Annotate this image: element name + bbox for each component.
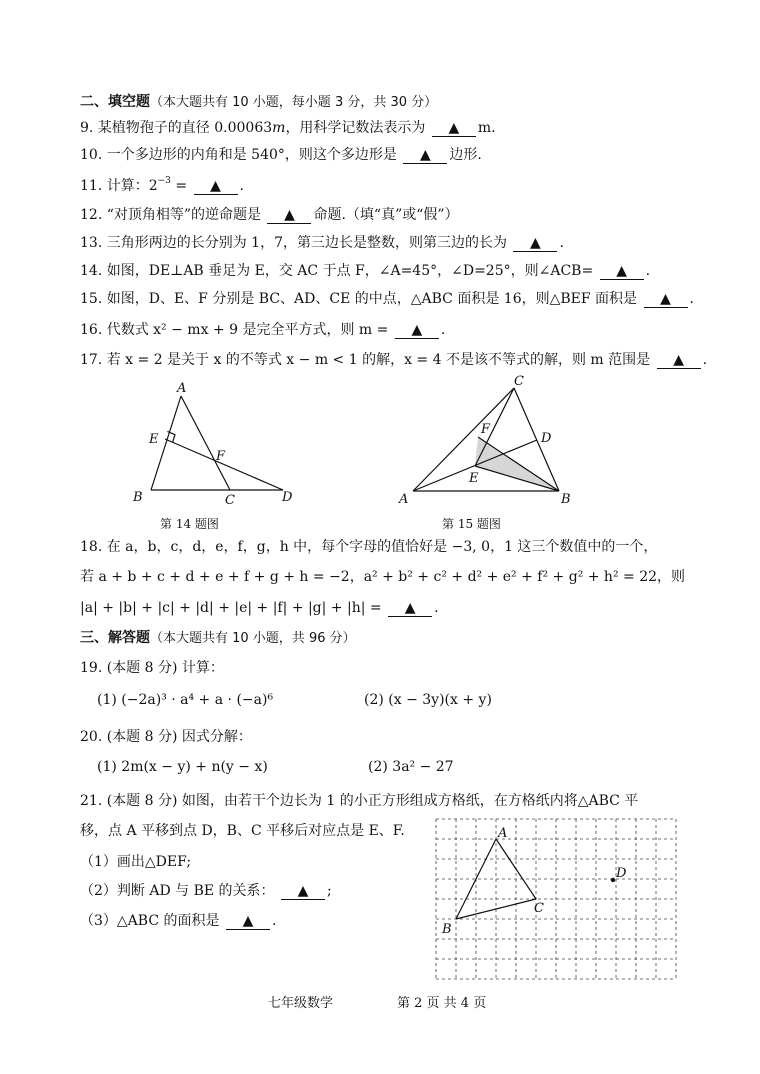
answer-blank: ▲ <box>644 292 688 308</box>
fig15-caption: 第 15 题图 <box>442 517 501 531</box>
q21-part3-end: . <box>271 913 277 929</box>
question-12 <box>80 205 459 225</box>
section-2-header <box>80 92 437 113</box>
fig21-label-b: B <box>442 922 452 937</box>
segment-ac <box>181 396 230 490</box>
section-3-header <box>80 628 356 649</box>
question-10 <box>80 145 482 165</box>
q9-text: 9. 某植物孢子的直径 0.00063 <box>80 120 273 136</box>
q18-expression: |a| + |b| + |c| + |d| + |e| + |f| + |g| + |h| = <box>80 600 382 616</box>
fig14-label-b: B <box>133 490 143 505</box>
q11-end: . <box>239 178 244 194</box>
q21-part3-text: （3）△ABC 的面积是 <box>80 913 220 929</box>
fig14-label-f: F <box>216 449 226 464</box>
question-21-line1: 21. (本题 8 分) 如图，由若干个边长为 1 的小正方形组成方格纸，在方格纸内将△ABC 平 <box>80 793 639 809</box>
segment-ac <box>413 388 514 491</box>
figure-21-grid <box>436 819 676 979</box>
section-2-note: （本大题共有 10 小题，每小题 3 分，共 30 分） <box>150 95 438 110</box>
q17-text: 17. 若 x = 2 是关于 x 的不等式 x − m < 1 的解，x = 4 不是该不等式的解，则 m 范围是 <box>80 352 651 368</box>
fig15-label-c: C <box>514 374 524 389</box>
q10-end: 边形. <box>449 147 482 163</box>
q21-part2-text: （2）判断 AD 与 BE 的关系： <box>80 883 275 899</box>
fig15-label-d: D <box>541 431 552 446</box>
q11-exponent: −3 <box>157 176 171 186</box>
answer-blank: ▲ <box>267 208 311 224</box>
q14-end: . <box>645 263 651 279</box>
q9-text2: ，用科学记数法表示为 <box>285 120 426 136</box>
q21-part1: （1）画出△DEF; <box>80 854 192 870</box>
answer-blank: ▲ <box>600 264 644 280</box>
answer-blank: ▲ <box>194 179 238 195</box>
question-15 <box>80 289 694 309</box>
question-14 <box>80 261 650 281</box>
fig14-label-e: E <box>149 432 159 447</box>
answer-blank: ▲ <box>281 884 325 900</box>
question-18-line1: 18. 在 a，b，c，d，e，f，g，h 中，每个字母的值恰好是 −3, 0，1 这三个数值中的一个， <box>80 539 658 555</box>
q19-part2: (2) (x − 3y)(x + y) <box>364 692 492 708</box>
q20-part2: (2) 3a² − 27 <box>368 759 454 775</box>
section-2-title: 二、填空题 <box>80 94 150 110</box>
footer-page-number: 第 2 页 共 4 页 <box>397 996 487 1011</box>
question-16 <box>80 320 445 340</box>
question-11 <box>80 176 244 196</box>
answer-blank: ▲ <box>226 914 270 930</box>
segment-ac <box>496 839 536 899</box>
fig14-label-c: C <box>225 493 235 508</box>
fig14-label-a: A <box>177 381 187 396</box>
fig15-label-e: E <box>469 471 479 486</box>
fig15-label-b: B <box>561 492 571 507</box>
q11-eq: = <box>170 178 188 194</box>
q21-part2 <box>80 880 332 900</box>
q9-unit: m <box>272 120 286 136</box>
q11-text: 11. 计算：2 <box>80 178 158 194</box>
fig21-label-d: D <box>616 866 627 881</box>
question-21-line2: 移，点 A 平移到点 D，B、C 平移后对应点是 E、F. <box>80 823 405 839</box>
q9-end: m. <box>477 120 496 136</box>
fig14-label-d: D <box>282 490 293 505</box>
answer-blank: ▲ <box>403 148 447 164</box>
question-17 <box>80 350 707 370</box>
question-18-line3 <box>80 598 439 618</box>
q13-end: . <box>559 235 564 251</box>
q19-part1: (1) (−2a)³ · a⁴ + a · (−a)⁶ <box>97 692 274 708</box>
segment-ed <box>165 439 283 490</box>
answer-blank: ▲ <box>388 601 432 617</box>
q12-end: 命题.（填“真”或“假”） <box>313 207 459 223</box>
q10-text: 10. 一个多边形的内角和是 540°，则这个多边形是 <box>80 147 397 163</box>
question-18-line2: 若 a + b + c + d + e + f + g + h = −2，a² + b² + c² + d² + e² + f² + g² + h² = 22，则 <box>80 569 686 585</box>
answer-blank: ▲ <box>395 323 439 339</box>
question-20: 20. (本题 8 分) 因式分解： <box>80 729 252 745</box>
q14-text: 14. 如图，DE⊥AB 垂足为 E，交 AC 于点 F，∠A=45°，∠D=25°，则∠ACB= <box>80 263 594 279</box>
q15-text: 15. 如图，D、E、F 分别是 BC、AD、CE 的中点，△ABC 面积是 16，则△BEF 面积是 <box>80 291 638 307</box>
fig15-label-f: F <box>481 422 491 437</box>
section-3-note: （本大题共有 10 小题，共 96 分） <box>150 631 356 646</box>
figure-15 <box>395 375 595 505</box>
q13-text: 13. 三角形两边的长分别为 1，7，第三边长是整数，则第三边的长为 <box>80 235 507 251</box>
q16-text: 16. 代数式 x² − mx + 9 是完全平方式，则 m = <box>80 322 389 338</box>
q17-end: . <box>702 352 708 368</box>
answer-blank: ▲ <box>513 236 557 252</box>
q20-part1: (1) 2m(x − y) + n(y − x) <box>97 759 268 775</box>
q18-end: . <box>434 600 439 616</box>
fig14-caption: 第 14 题图 <box>160 517 219 531</box>
fig21-label-a: A <box>498 826 508 841</box>
answer-blank: ▲ <box>657 353 701 369</box>
q16-end: . <box>440 322 446 338</box>
question-9 <box>80 118 496 138</box>
q15-end: . <box>689 291 694 307</box>
question-19: 19. (本题 8 分) 计算： <box>80 660 224 676</box>
section-3-title: 三、解答题 <box>80 630 150 646</box>
question-13 <box>80 233 564 253</box>
q12-text: 12. “对顶角相等”的逆命题是 <box>80 207 262 223</box>
fig21-label-c: C <box>534 901 544 916</box>
fig15-label-a: A <box>399 492 409 507</box>
figure-14 <box>125 380 305 508</box>
answer-blank: ▲ <box>432 121 476 137</box>
point-d <box>611 878 615 882</box>
footer-subject: 七年级数学 <box>268 996 334 1011</box>
q21-part2-end: ; <box>327 883 332 899</box>
q21-part3 <box>80 910 276 930</box>
